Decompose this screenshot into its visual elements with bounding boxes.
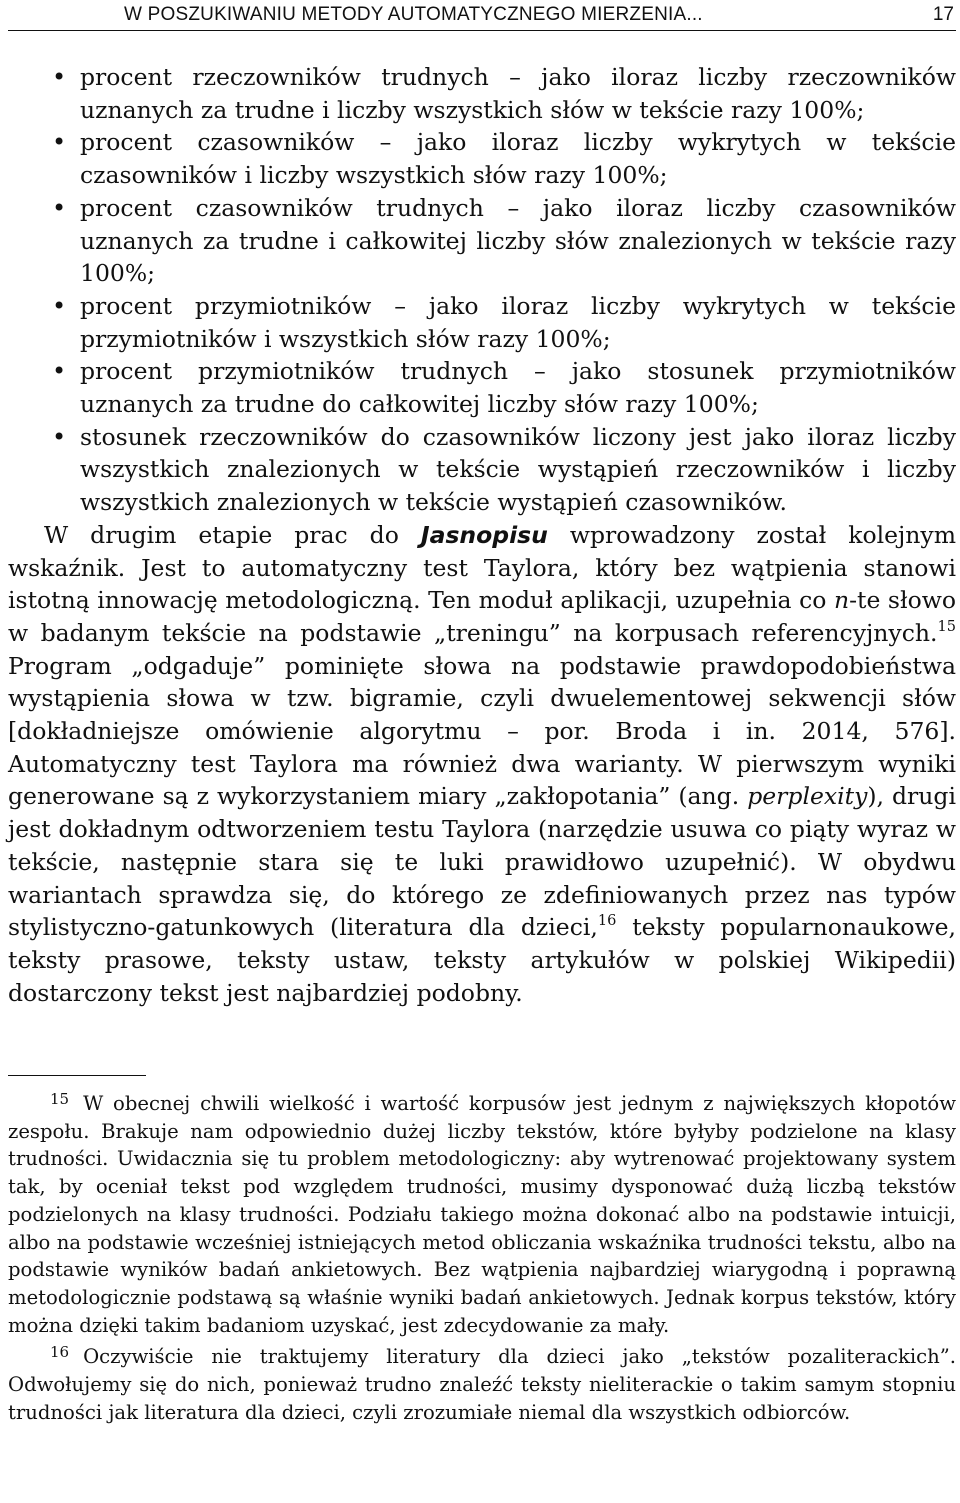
footnote-ref-16[interactable]: 16 bbox=[597, 912, 617, 929]
list-item: • procent rzeczowników trudnych – jako iloraz liczby rzeczowników uznanych za trudne i liczby wszystkich słów w tekście razy 100%; bbox=[52, 63, 956, 124]
bullet-icon: • bbox=[52, 128, 67, 157]
list-item: • procent przymiotników – jako iloraz liczby wykrytych w tekście przymiotników i wszystkich słów razy 100%; bbox=[52, 291, 956, 353]
footnote-ref-15[interactable]: 15 bbox=[937, 617, 956, 635]
bullet-icon: • bbox=[52, 291, 67, 320]
bullet-icon: • bbox=[52, 193, 67, 222]
footnote-15 bbox=[8, 1086, 956, 1339]
running-title: W POSZUKIWANIU METODY AUTOMATYCZNEGO MIERZENIA... bbox=[124, 4, 703, 25]
main-text bbox=[8, 61, 956, 1009]
bullet-icon: • bbox=[52, 63, 67, 91]
list-item: • procent czasowników – jako iloraz liczby wykrytych w tekście czasowników i liczby wszystkich słów razy 100%; bbox=[52, 128, 956, 190]
body-paragraph: W drugim etapie prac do Jasnopisu wprowadzony został kolejnym wskaźnik. Jest to automatyczny test Taylora, który bez wątpienia stanowi istotną innowację metodologiczną. Ten moduł aplikacji, uzupełnia co n-te słowo w badanym tekście na podstawie „treningu” na korpusach referencyjnych.$^{15}$ Program „odgaduje” pominięte słowa na podstawie prawdopodobieństwa wystąpienia słowa w tzw. bigramie, czyli dwuelementowej sekwencji słów [dokładniejsze omówienie algorytmu – por. Broda i in. 2014, 576]. Automatyczny test Taylora ma również dwa warianty. W pierwszym wyniki generowane są z wykorzystaniem miary „zakłopotania” (ang. perplexity), drugi jest dokładnym odtworzeniem testu Taylora (narzędzie usuwa co piąty wyraz w tekście, następnie stara się te luki prawidłowo uzupełnić). W obydwu wariantach sprawdza się, do którego ze zdefiniowanych przez nas typów stylistyczno-gatunkowych (literatura dla dzieci,$^{16}$ teksty popularnonaukowe, teksty prasowe, teksty ustaw, teksty artykułów w polskiej Wikipedii) dostarczony tekst jest najbardziej podobny. bbox=[8, 520, 957, 1007]
footnote-text: Oczywiście nie traktujemy literatury dla dzieci jako „tekstów pozaliterackich”. Odwołujemy się do nich, ponieważ trudno znaleźć teksty nieliterackie o takim samym stopniu trudności jak literatura dla dzieci, czyli zrozumiałe niemal dla wszystkich odbiorców. bbox=[8, 1345, 956, 1424]
footnote-number: 15 bbox=[50, 1090, 70, 1108]
jasnopis-name: Jasnopisu bbox=[420, 520, 548, 549]
list-item: • procent czasowników trudnych – jako iloraz liczby czasowników uznanych za trudne i całkowitej liczby słów znalezionych w tekście razy 100%; bbox=[52, 193, 956, 288]
footnotes bbox=[8, 1086, 956, 1426]
footnote-number: 16 bbox=[50, 1343, 70, 1362]
list-item: • stosunek rzeczowników do czasowników liczony jest jako iloraz liczby wszystkich znalezionych w tekście wystąpień rzeczowników i liczby wszystkich znalezionych w tekście wystąpień czasowników. bbox=[52, 422, 956, 517]
n-variable: n bbox=[833, 586, 850, 615]
footnote-16 bbox=[8, 1339, 956, 1426]
perplexity-term: perplexity bbox=[747, 782, 868, 811]
page bbox=[8, 0, 956, 1009]
bullet-icon: • bbox=[52, 357, 67, 386]
running-header bbox=[8, 0, 956, 31]
bullet-icon: • bbox=[52, 422, 67, 451]
footnote-text: W obecnej chwili wielkość i wartość korpusów jest jednym z największych kłopotów zespołu. Brakuje nam odpowiednio dużej liczby tekstów, które byłyby podzielone na klasy trudności. Uwidacznia się tu problem metodologiczny: aby wytrenować projektowany system tak, by oceniał tekst pod względem trudności, musimy dysponować dużą liczbą tekstów podzielonych na klasy trudności. Podziału takiego można dokonać albo na podstawie intuicji, albo na podstawie wcześniej istniejących metod obliczania wskaźnika trudności tekstu, albo na podstawie wyników badań ankietowych. Bez wątpienia najbardziej wiarygodną i poprawną metodologicznie podstawą są właśnie wyniki badań ankietowych. Jednak korpus tekstów, który można dzięki takim badaniom uzyskać, jest zdecydowanie za mały. bbox=[8, 1092, 956, 1337]
list-item: • procent przymiotników trudnych – jako stosunek przymiotników uznanych za trudne do całkowitej liczby słów razy 100%; bbox=[52, 357, 956, 419]
bullet-list bbox=[8, 61, 956, 519]
page-number: 17 bbox=[932, 4, 954, 25]
footnote-divider bbox=[8, 1075, 146, 1076]
